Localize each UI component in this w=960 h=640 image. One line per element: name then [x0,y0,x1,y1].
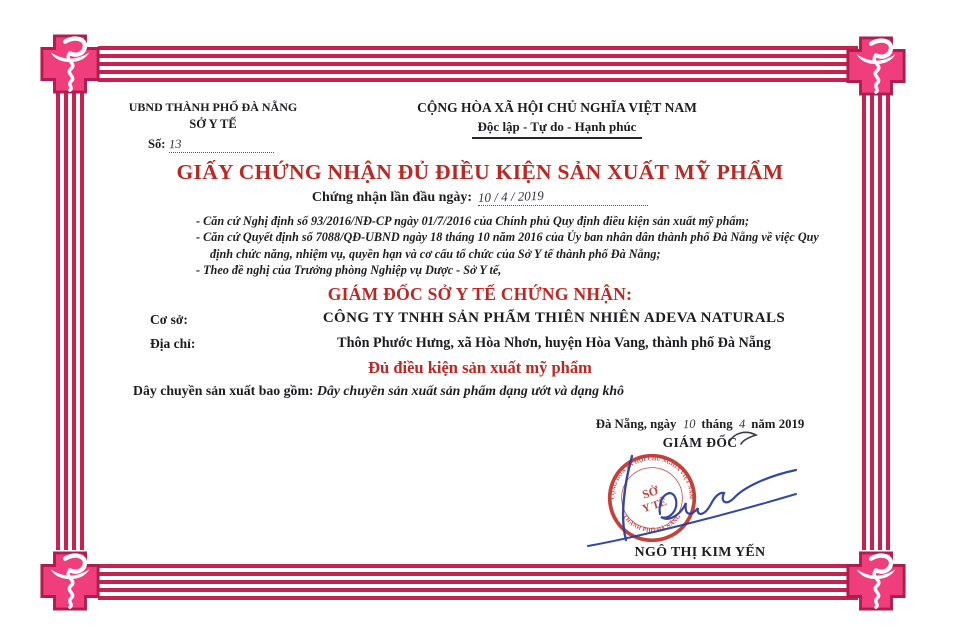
issuer-header [118,100,308,133]
document-number-label: Số: [148,137,166,151]
national-header [392,99,722,139]
stamp-center-line1: SỞ [640,483,660,502]
production-line-value: Dây chuyền sản xuất sản phẩm dạng ướt và dạng khô [317,383,624,398]
medical-cross-hygieia-icon [39,33,101,95]
stamp-ring-text-bottom: THÀNH PHỐ ĐÀ NẴNG [621,513,683,535]
medical-cross-hygieia-icon [845,550,907,612]
signer-title: GIÁM ĐỐC [662,435,738,450]
national-motto-line1: CỘNG HÒA XÃ HỘI CHỦ NGHĨA VIỆT NAM [417,100,697,115]
border-bottom-stripes [98,564,858,600]
border-left-stripes [56,90,84,550]
issuer-org: UBND THÀNH PHỐ ĐÀ NẴNG [128,100,298,114]
national-motto-line2: Độc lập - Tự do - Hạnh phúc [472,119,643,140]
legal-basis-line: - Căn cứ Nghị định số 93/2016/NĐ-CP ngày 01/7/2016 của Chính phủ Quy định điều kiện sản xuất mỹ phẩm; [196,214,750,228]
document-number [148,137,274,153]
address-value: Thôn Phước Hưng, xã Hòa Nhơn, huyện Hòa Vang, thành phố Đà Nẵng [337,335,771,351]
document-number-value: 13 [169,136,183,152]
facility-label: Cơ sở: [150,312,188,327]
pen-flourish-icon [726,428,760,446]
medical-cross-hygieia-icon [845,35,907,97]
first-issue-date-line [478,189,648,206]
border-top-stripes [98,46,858,82]
issuer-dept: SỞ Y TẾ [189,117,237,131]
place-date-prefix: Đà Nẵng, ngày [595,417,677,431]
legal-basis [196,213,828,279]
production-line [133,383,833,399]
address-label: Địa chỉ: [150,336,196,351]
place-date-line [555,417,845,432]
legal-basis-line: - Căn cứ Quyết định số 7088/QĐ-UBND ngày 18 tháng 10 năm 2016 của Ủy ban nhân dân thành phố Đà Nẵng về việc Quy định chức năng, nhiệm vụ, quyền hạn và cơ cấu tổ chức của Sở Y tế thành phố Đà Nẵng; [196,230,819,261]
legal-basis-line: - Theo đề nghị của Trưởng phòng Nghiệp vụ Dược - Sở Y tế, [196,263,502,278]
month-label: tháng [701,417,733,431]
day-value: 10 [682,416,696,432]
medical-cross-hygieia-icon [39,550,101,612]
first-issue-date: 10 / 4 / 2019 [477,187,545,206]
year-value: 2019 [778,417,805,431]
stamp-center-line2: Y TẾ [640,496,669,516]
document-number-line [169,137,274,153]
facility-name: CÔNG TY TNHH SẢN PHẨM THIÊN NHIÊN ADEVA NATURALS [322,310,786,326]
proclamation-heading: GIÁM ĐỐC SỞ Y TẾ CHỨNG NHẬN: [327,284,633,304]
signer-name: NGÔ THỊ KIM YẾN [634,545,766,560]
director-signature [572,440,822,560]
first-issue-label: Chứng nhận lần đầu ngày: [311,190,473,205]
qualification-statement: Đủ điều kiện sản xuất mỹ phẩm [368,358,592,377]
first-issue-line [0,189,960,206]
year-label: năm [751,417,776,431]
production-line-label: Dây chuyền sản xuất bao gồm: [133,383,314,398]
certificate-title: GIẤY CHỨNG NHẬN ĐỦ ĐIỀU KIỆN SẢN XUẤT MỸ PHẨM [176,160,784,184]
border-right-stripes [862,90,890,550]
month-value: 4 [738,416,746,432]
stamp-ring-text-top: CỘNG HÒA XÃ HỘI CHỦ NGHĨA VIỆT NAM [610,456,694,500]
